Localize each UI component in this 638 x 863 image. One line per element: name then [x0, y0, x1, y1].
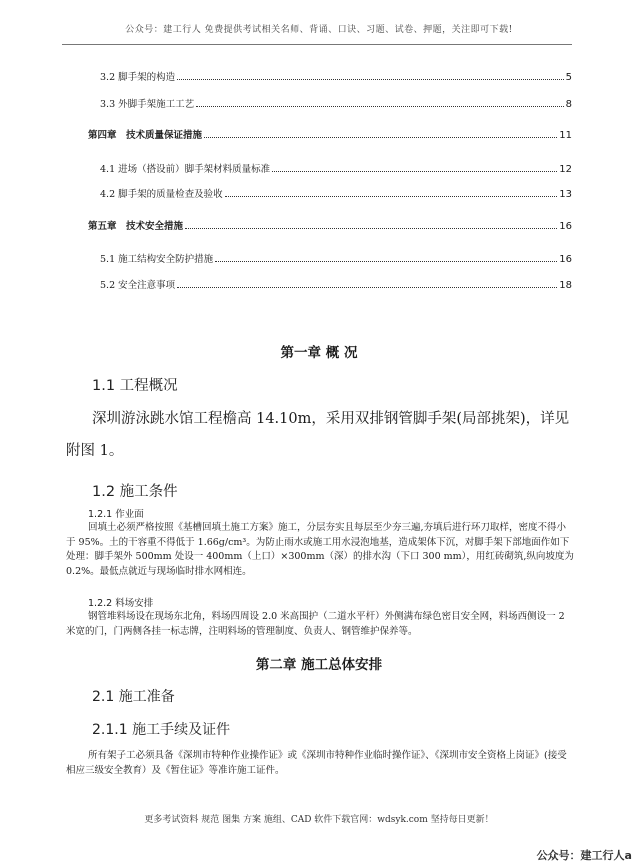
toc-leader	[177, 287, 557, 288]
toc-entry-page: 16	[559, 221, 572, 232]
paragraph-1-2-2: 钢管堆料场设在现场东北角，料场四周设 2.0 米高围护（二道水平杆）外侧满布绿色密目安全网，料场西侧设一 2 米宽的门，门两侧各挂一标志牌，注明料场的管理制度、负责人、钢管维护保养等。	[66, 611, 565, 637]
toc-entry-label: 第五章 技术安全措施	[88, 221, 184, 232]
paragraph-1-1-line2: 附图 1。	[66, 443, 124, 459]
paragraph-1-2-1: 回填土必须严格按照《基槽回填土施工方案》施工，分层夯实且每层至少夯三遍,夯填后进行环刀取样，密度不得小于 95%。土的干容重不得低于 1.66g/cm³。为防止雨水或施工用水浸泡地基，造成架体下沉，对脚手架下部地面作如下处理：脚手架外 500mm 处设一 400mm（上口）×300mm（深）的排水沟（下口 300 mm），用红砖砌筑,纵向坡度为 0.2%。最低点就近与现场临时排水网相连。	[66, 522, 574, 577]
toc-entry-page: 18	[559, 280, 572, 291]
subsection-1-2-1-heading: 1.2.1 作业面	[88, 509, 144, 520]
toc-entry[interactable]	[100, 69, 572, 83]
section-1-2-heading: 1.2 施工条件	[92, 484, 178, 500]
toc-entry-label: 3.3 外脚手架施工工艺	[100, 99, 195, 110]
toc-entry-label: 4.1 进场（搭设前）脚手架材料质量标准	[100, 164, 271, 175]
toc-leader	[185, 228, 557, 229]
paragraph-2-1-1: 所有架子工必须具备《深圳市特种作业操作证》或《深圳市特种作业临时操作证》、《深圳市安全资格上岗证》(接受相应三级安全教育）及《暂住证》等准许施工证件。	[66, 750, 567, 776]
toc-entry-label: 5.2 安全注意事项	[100, 280, 176, 291]
header-divider	[62, 44, 572, 45]
toc-leader	[272, 171, 557, 172]
toc-entry-page: 16	[559, 254, 572, 265]
toc-leader	[177, 79, 563, 80]
toc-leader	[204, 137, 557, 138]
toc-entry[interactable]	[100, 186, 572, 200]
toc-entry-page: 12	[559, 164, 572, 175]
toc-entry-page: 8	[565, 99, 572, 110]
section-1-1-heading: 1.1 工程概况	[92, 378, 178, 394]
toc-entry-page: 13	[559, 189, 572, 200]
toc-entry[interactable]	[100, 161, 572, 175]
toc-entry[interactable]	[100, 96, 572, 110]
toc-entry-label: 5.1 施工结构安全防护措施	[100, 254, 214, 265]
toc-entry-page: 11	[559, 130, 572, 141]
watermark: 公众号：建工行人a	[536, 849, 632, 862]
toc-leader	[196, 106, 563, 107]
toc-leader	[215, 261, 557, 262]
chapter-1-title: 第一章 概 况	[280, 345, 358, 361]
toc-entry[interactable]	[100, 251, 572, 265]
paragraph-1-1-line1: 深圳游泳跳水馆工程檐高 14.10m，采用双排钢管脚手架(局部挑架)，详见	[92, 411, 570, 427]
footer-note: 更多考试资料 规范 图集 方案 施组、CAD 软件下载官网：wdsyk.com 坚持每日更新！	[144, 815, 494, 825]
toc-entry[interactable]	[100, 277, 572, 291]
subsection-2-1-1-heading: 2.1.1 施工手续及证件	[92, 722, 231, 738]
chapter-2-title: 第二章 施工总体安排	[255, 657, 383, 673]
subsection-1-2-2-heading: 1.2.2 料场安排	[88, 598, 154, 609]
toc-entry-label: 4.2 脚手架的质量检查及验收	[100, 189, 223, 200]
toc-entry[interactable]	[88, 127, 572, 141]
toc-entry[interactable]	[88, 218, 572, 232]
toc-entry-page: 5	[565, 72, 572, 83]
toc-entry-label: 第四章 技术质量保证措施	[88, 130, 203, 141]
header-note: 公众号：建工行人 免费提供考试相关名师、背诵、口诀、习题、试卷、押题，关注即可下载!	[125, 25, 513, 35]
toc-entry-label: 3.2 脚手架的构造	[100, 72, 176, 83]
section-2-1-heading: 2.1 施工准备	[92, 689, 175, 705]
toc-leader	[225, 196, 558, 197]
